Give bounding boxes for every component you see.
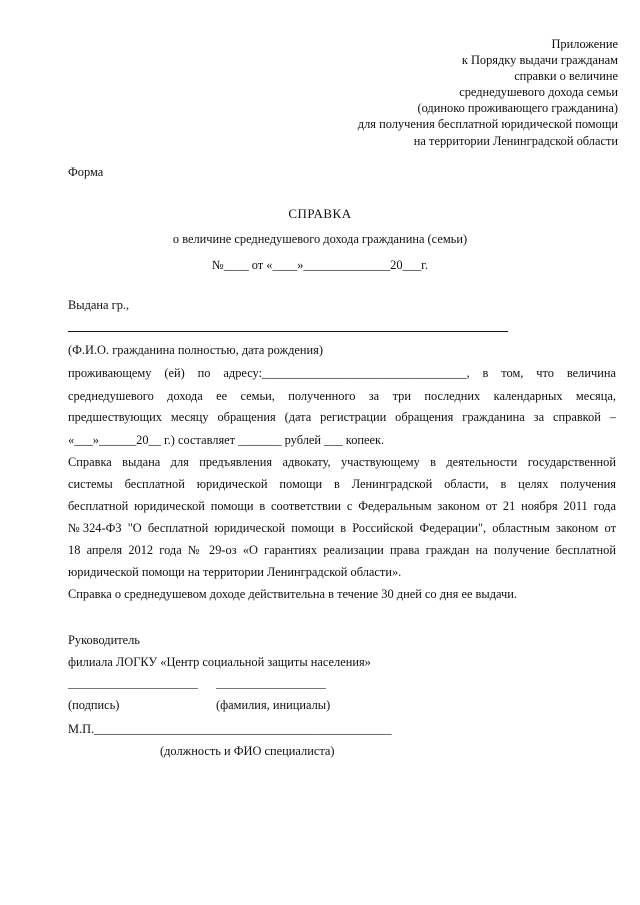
validity-note: Справка о среднедушевом доходе действительна в течение 30 дней со дня ее выдачи. bbox=[68, 587, 517, 601]
appendix-line: среднедушевого дохода семьи bbox=[459, 85, 618, 100]
appendix-line: справки о величине bbox=[514, 69, 618, 84]
name-field-line bbox=[216, 688, 326, 689]
name-caption: (фамилия, инициалы) bbox=[216, 698, 331, 712]
body-line: юридической помощи на территории Ленинградской области». bbox=[68, 565, 402, 579]
appendix-line: для получения бесплатной юридической помощи bbox=[357, 117, 618, 132]
body-line: 18 апреля 2012 года № 29-оз «О гарантиях реализации права граждан на получение бесплатной bbox=[68, 543, 616, 557]
document-title: СПРАВКА bbox=[288, 206, 352, 221]
head-title-line-2: филиала ЛОГКУ «Центр социальной защиты населения» bbox=[68, 655, 371, 669]
signature-field-line bbox=[68, 688, 198, 689]
stamp-line: М.П.________________________________________________ bbox=[68, 722, 392, 736]
body-line: системы бесплатной юридической помощи в Ленинградской области, в целях получения bbox=[68, 477, 616, 491]
position-caption: (должность и ФИО специалиста) bbox=[160, 744, 335, 758]
appendix-line: (одиноко проживающего гражданина) bbox=[417, 101, 618, 116]
fio-field-line bbox=[68, 331, 508, 332]
number-date-line: №____ от «____»______________20___г. bbox=[212, 258, 428, 272]
appendix-header bbox=[298, 36, 618, 149]
head-title-line-1: Руководитель bbox=[68, 633, 140, 647]
body-line: «___»______20__ г.) составляет _______ рублей ___ копеек. bbox=[68, 433, 385, 447]
form-label: Форма bbox=[68, 165, 104, 179]
fio-caption: (Ф.И.О. гражданина полностью, дата рождения) bbox=[68, 343, 324, 357]
body-line: среднедушевого дохода ее семьи, полученного за три последних календарных месяца, bbox=[68, 389, 616, 403]
body-line: №324-ФЗ "О бесплатной юридической помощи в Российской Федерации", областным законом от bbox=[68, 521, 616, 535]
appendix-line: Приложение bbox=[551, 37, 618, 51]
appendix-line: на территории Ленинградской области bbox=[413, 133, 618, 148]
issued-to-label: Выдана гр., bbox=[68, 298, 130, 312]
body-line: проживающему (ей) по адресу:_________________________________, в том, что величина bbox=[68, 366, 616, 380]
document-subtitle: о величине среднедушевого дохода гражданина (семьи) bbox=[172, 232, 468, 246]
body-line: бесплатной юридической помощи в соответствии с Федеральным законом от 21 ноября 2011 года bbox=[68, 499, 616, 513]
appendix-line: к Порядку выдачи гражданам bbox=[461, 53, 618, 68]
signature-caption: (подпись) bbox=[68, 698, 120, 712]
body-line: Справка выдана для предъявления адвокату, участвующему в деятельности государственной bbox=[68, 455, 616, 469]
body-line: предшествующих месяцу обращения (дата регистрации обращения гражданина за справкой – bbox=[68, 410, 616, 424]
